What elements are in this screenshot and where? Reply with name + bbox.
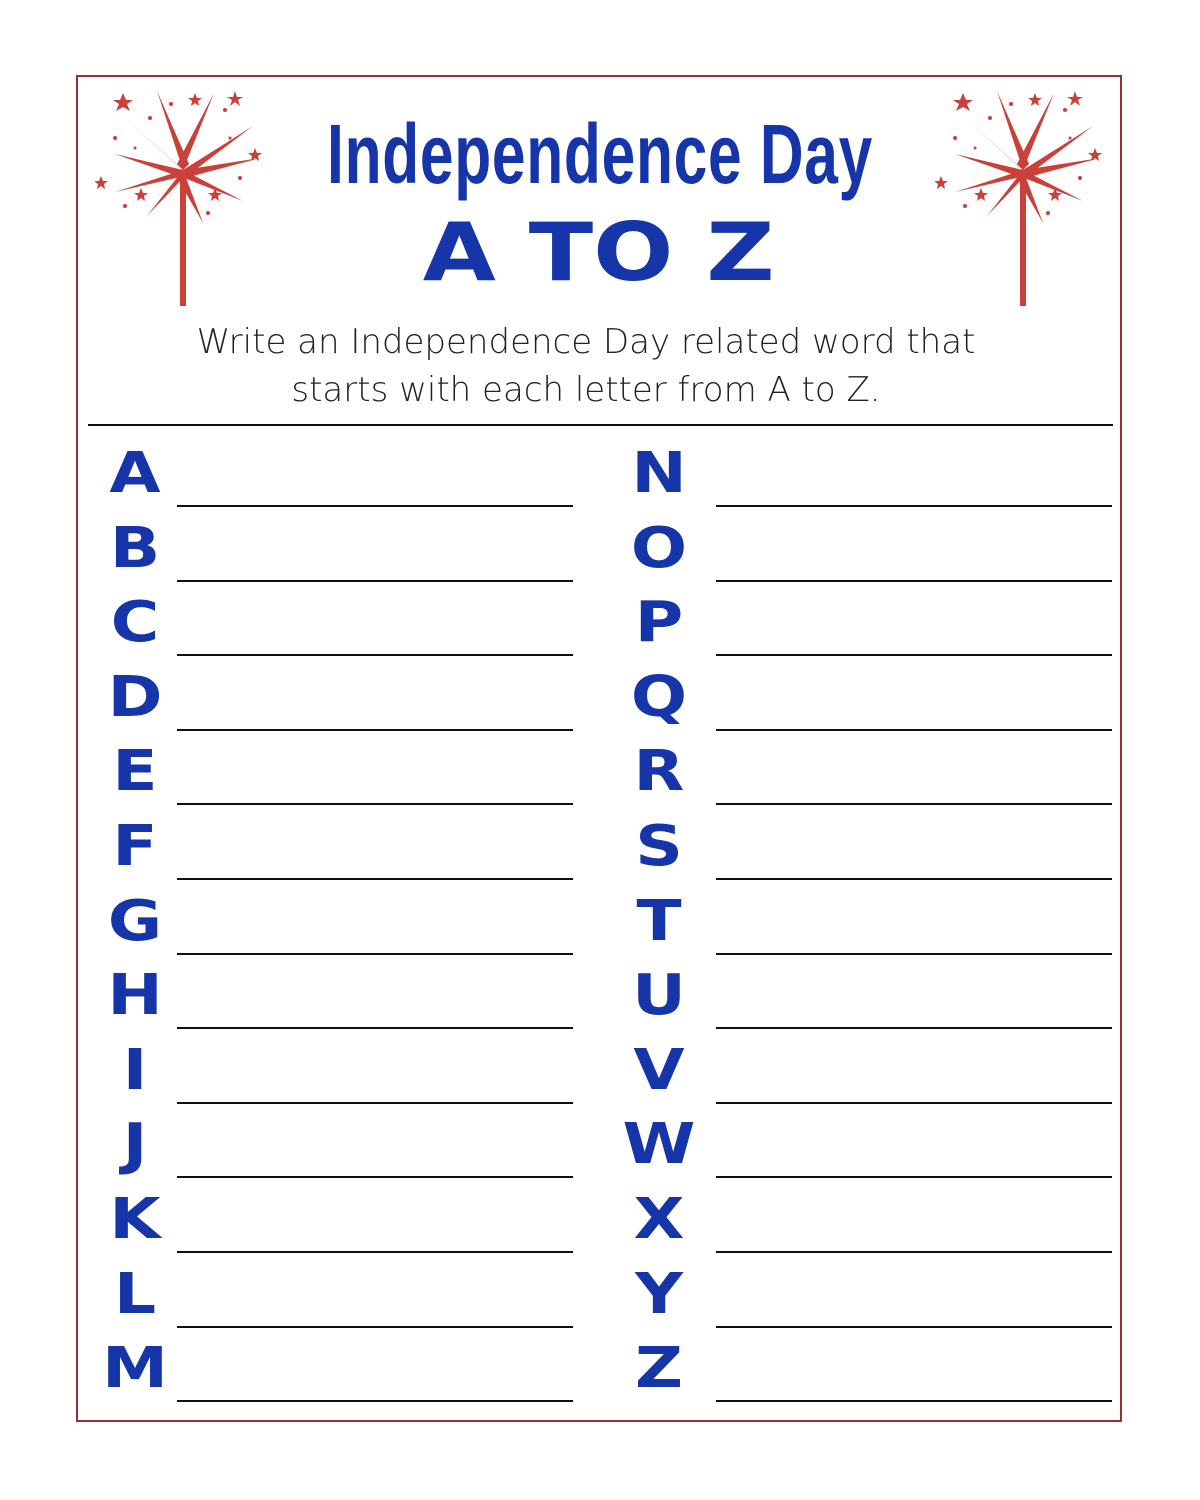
answer-line[interactable] bbox=[177, 1176, 573, 1178]
answer-line[interactable] bbox=[177, 1251, 573, 1253]
letter-label: B bbox=[109, 515, 161, 581]
answer-line[interactable] bbox=[177, 1102, 573, 1104]
letter-label: G bbox=[107, 888, 163, 954]
letter-label: N bbox=[631, 441, 687, 506]
letter-label: C bbox=[110, 590, 160, 656]
answer-line[interactable] bbox=[177, 878, 573, 880]
answer-line[interactable] bbox=[177, 803, 573, 805]
answer-line[interactable] bbox=[716, 580, 1112, 582]
answer-line[interactable] bbox=[177, 729, 573, 731]
letter-label: S bbox=[635, 814, 683, 879]
answer-line[interactable] bbox=[716, 953, 1112, 955]
answer-line[interactable] bbox=[716, 803, 1112, 805]
letter-label: E bbox=[112, 739, 158, 805]
answer-line[interactable] bbox=[716, 1251, 1112, 1253]
answer-line[interactable] bbox=[177, 1027, 573, 1029]
letter-label: H bbox=[107, 963, 163, 1029]
instructions-line: starts with each letter from A to Z. bbox=[291, 370, 881, 410]
answer-line[interactable] bbox=[177, 654, 573, 656]
letter-label: O bbox=[630, 515, 688, 581]
answer-line[interactable] bbox=[177, 953, 573, 955]
letter-label: I bbox=[122, 1037, 148, 1103]
answer-line[interactable] bbox=[716, 1102, 1112, 1104]
letter-label: X bbox=[633, 1187, 685, 1252]
letter-label: W bbox=[622, 1112, 696, 1178]
answer-line[interactable] bbox=[716, 878, 1112, 880]
letter-label: Q bbox=[630, 664, 688, 730]
letter-label: J bbox=[122, 1112, 148, 1178]
letter-label: U bbox=[632, 963, 686, 1029]
letter-label: T bbox=[636, 888, 682, 954]
instructions bbox=[0, 318, 1172, 414]
letter-label: Y bbox=[635, 1261, 683, 1327]
letter-label: M bbox=[102, 1336, 168, 1402]
letter-label: L bbox=[113, 1261, 157, 1327]
answer-line[interactable] bbox=[716, 1027, 1112, 1029]
instructions-line: Write an Independence Day related word that bbox=[196, 322, 976, 362]
header-divider bbox=[88, 424, 1113, 426]
letter-label: F bbox=[112, 814, 158, 879]
answer-line[interactable] bbox=[716, 654, 1112, 656]
answer-line[interactable] bbox=[716, 1400, 1112, 1402]
answer-line[interactable] bbox=[716, 729, 1112, 731]
answer-line[interactable] bbox=[716, 505, 1112, 507]
answer-line[interactable] bbox=[716, 1176, 1112, 1178]
letter-label: A bbox=[109, 441, 161, 506]
letter-label: P bbox=[634, 590, 684, 656]
answer-line[interactable] bbox=[716, 1326, 1112, 1328]
answer-line[interactable] bbox=[177, 505, 573, 507]
letter-label: V bbox=[633, 1037, 685, 1103]
answer-line[interactable] bbox=[177, 580, 573, 582]
answer-line[interactable] bbox=[177, 1326, 573, 1328]
answer-line[interactable] bbox=[177, 1400, 573, 1402]
letter-label: Z bbox=[635, 1336, 683, 1402]
letter-label: K bbox=[109, 1187, 161, 1252]
worksheet-subtitle: A TO Z bbox=[422, 206, 775, 299]
letter-label: D bbox=[107, 664, 163, 730]
letter-label: R bbox=[633, 739, 685, 805]
worksheet-title: Independence Day bbox=[327, 107, 873, 201]
